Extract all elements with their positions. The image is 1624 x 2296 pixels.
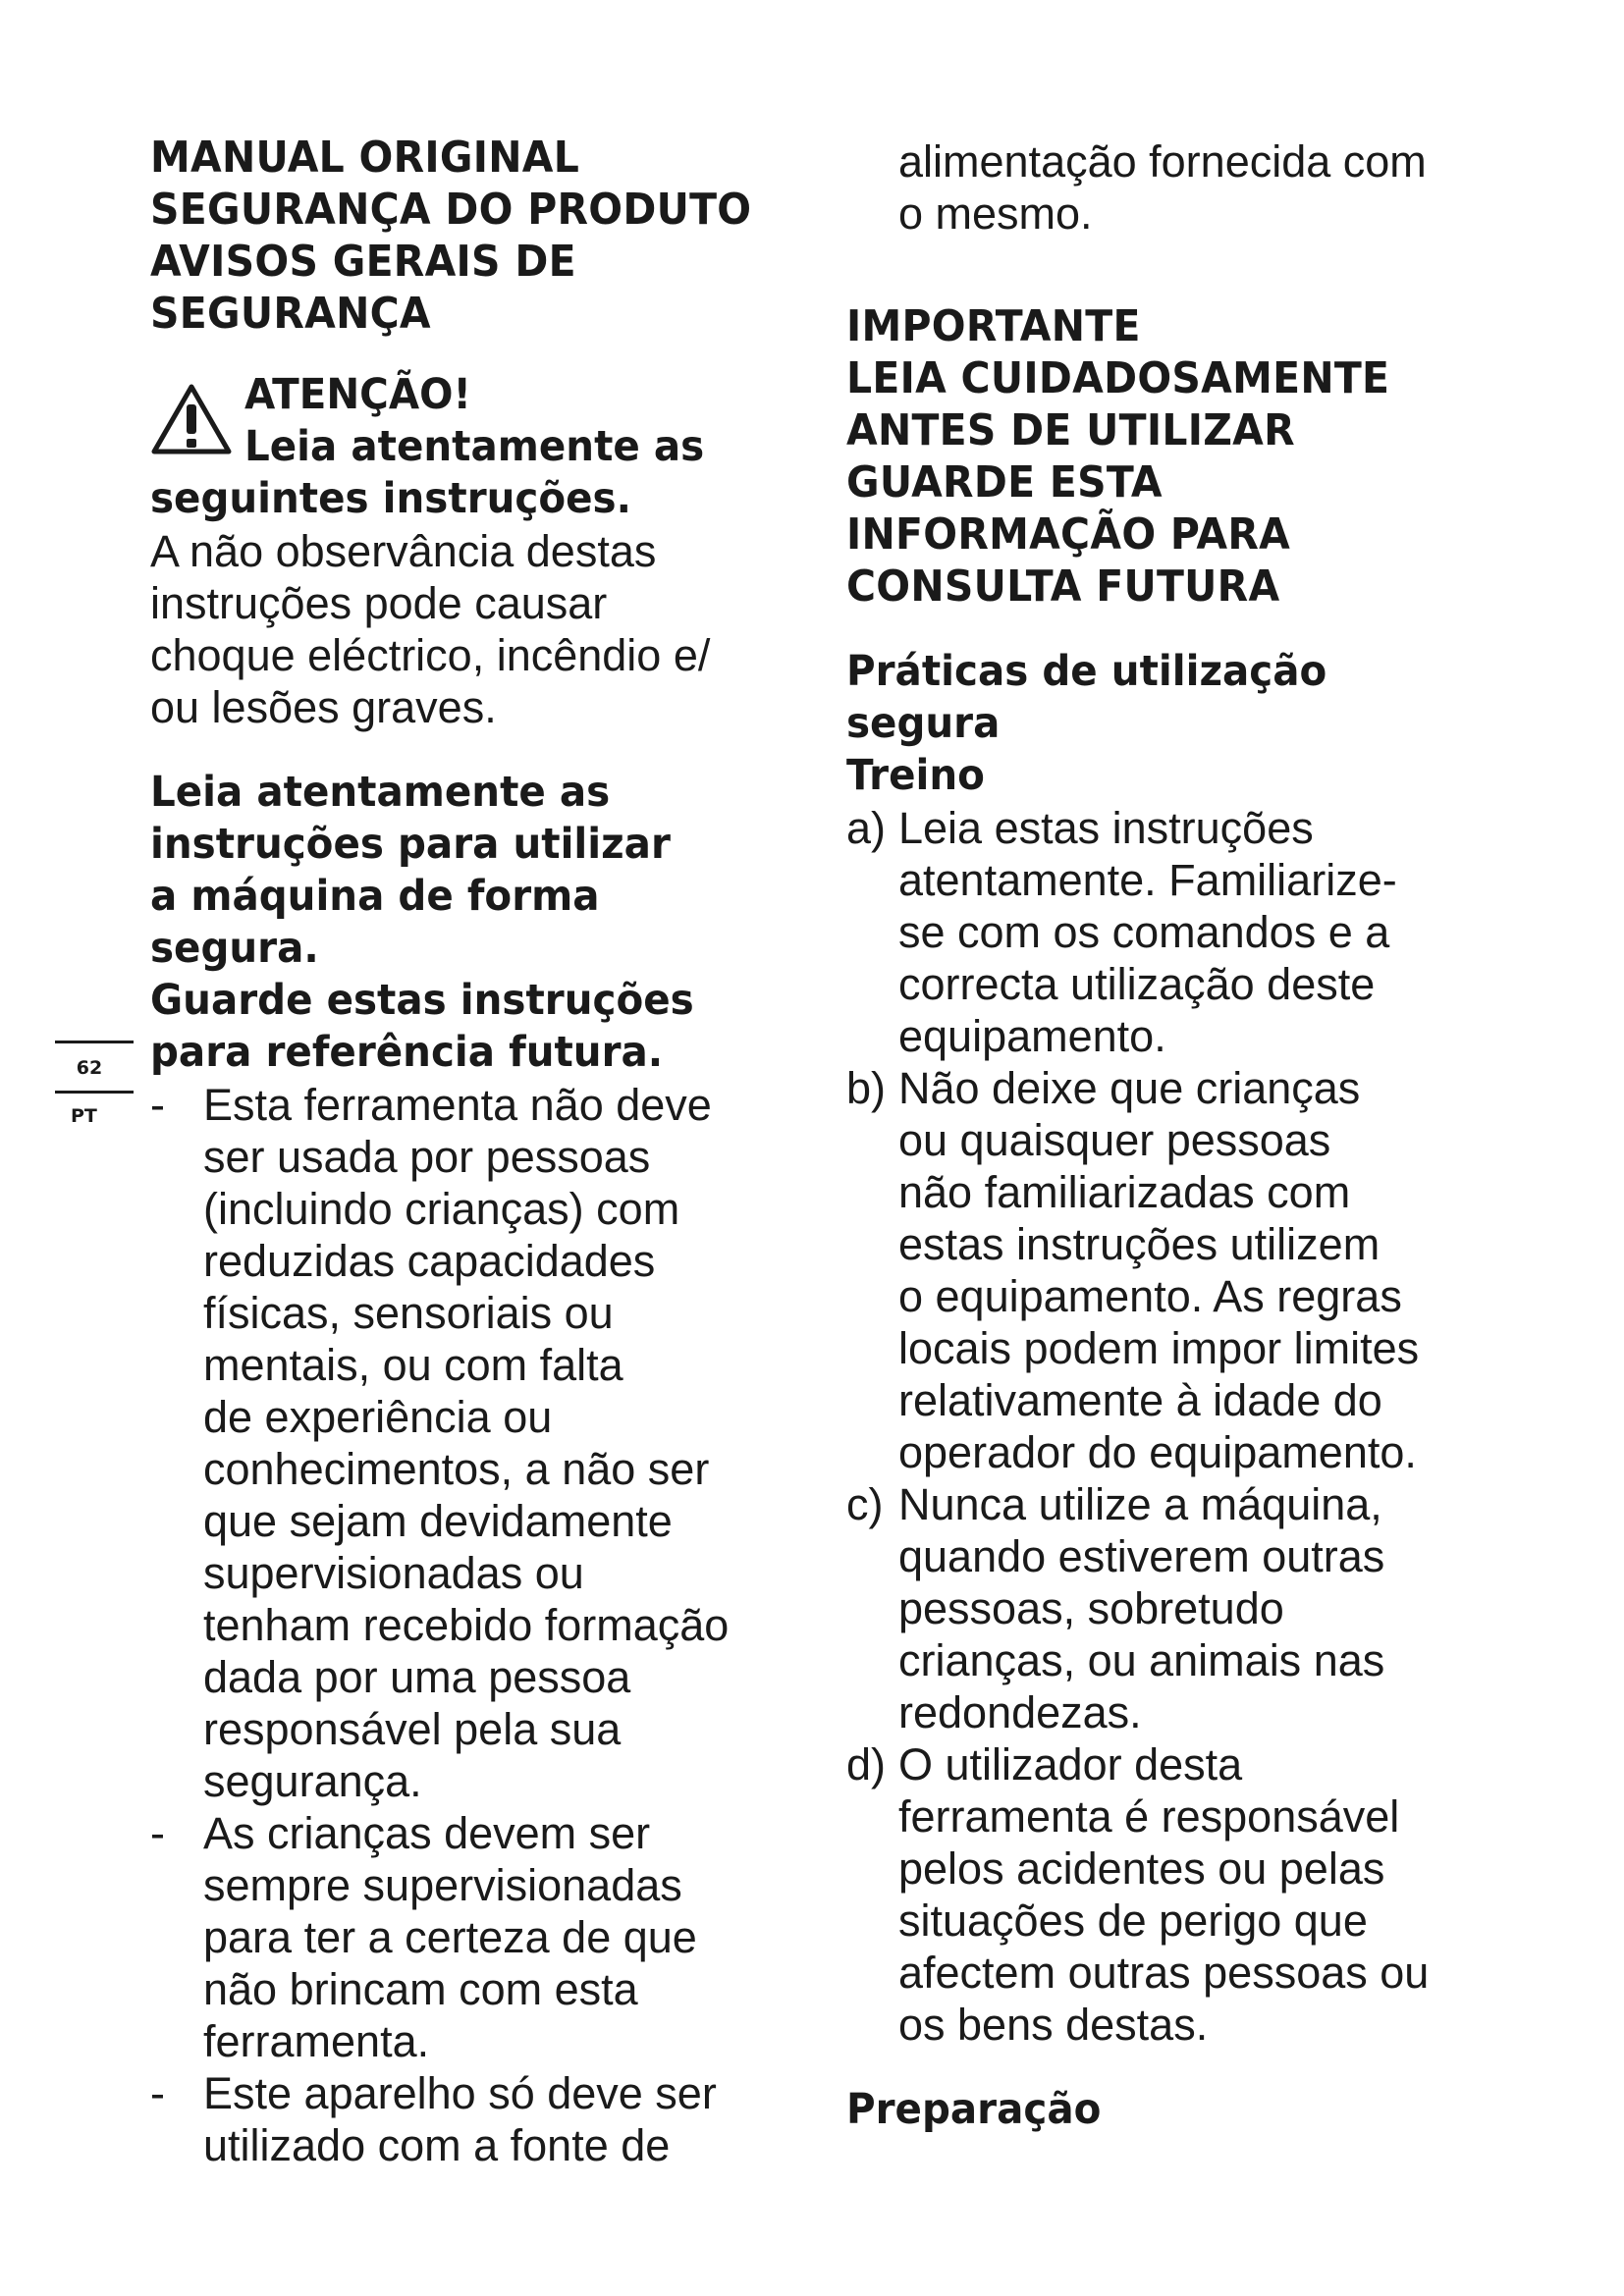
bold-line: Leia atentamente as [150, 768, 611, 817]
text-line: não familiarizadas com [898, 1167, 1351, 1217]
text-line: equipamento. [898, 1011, 1166, 1061]
main-heading [150, 132, 753, 340]
text-line: tenham recebido formação [203, 1600, 730, 1650]
text-line: instruções pode causar [150, 578, 608, 628]
item-marker: d) [846, 1739, 887, 1789]
text-line: ser usada por pessoas [203, 1132, 651, 1182]
text-line: correcta utilização deste [898, 959, 1376, 1009]
text-line: locais podem impor limites [898, 1323, 1420, 1373]
text-line: alimentação fornecida com [898, 136, 1427, 187]
text-line: ferramenta é responsável [898, 1791, 1400, 1842]
text-line: ou quaisquer pessoas [898, 1115, 1331, 1165]
bullet-marker: - [150, 2068, 165, 2118]
warning-block [150, 369, 798, 473]
bold-line: instruções para utilizar [150, 820, 671, 869]
text-line: As crianças devem ser [203, 1808, 651, 1858]
text-line: Leia estas instruções [898, 803, 1314, 853]
heading-line: LEIA CUIDADOSAMENTE [846, 353, 1390, 403]
heading-line: GUARDE ESTA [846, 457, 1163, 507]
text-line: mentais, ou com falta [203, 1340, 623, 1390]
heading-line: SEGURANÇA [150, 289, 431, 339]
bullet-list [150, 1079, 798, 2171]
text-line: se com os comandos e a [898, 907, 1390, 957]
text-line: ou lesões graves. [150, 682, 497, 732]
text-line: afectem outras pessoas ou [898, 1948, 1430, 1998]
text-line: Nunca utilize a máquina, [898, 1479, 1382, 1529]
text-line: relativamente à idade do [898, 1375, 1382, 1425]
bullet-marker: - [150, 1080, 165, 1130]
page-marker [55, 1041, 134, 1127]
text-line: O utilizador desta [898, 1739, 1243, 1789]
text-line: choque eléctrico, incêndio e/ [150, 630, 711, 680]
text-line: Não deixe que crianças [898, 1063, 1361, 1113]
section-title [846, 646, 1455, 750]
text-line: A não observância destas [150, 526, 657, 576]
text-line: (incluindo crianças) com [203, 1184, 680, 1234]
list-item [150, 1079, 798, 1807]
text-line: não brincam com esta [203, 1964, 638, 2014]
item-marker: c) [846, 1479, 884, 1529]
list-item [846, 1738, 1494, 2051]
text-line: redondezas. [898, 1687, 1142, 1737]
warning-line: Leia atentamente as [244, 422, 705, 471]
heading-line: CONSULTA FUTURA [846, 561, 1280, 612]
text-line: Este aparelho só deve ser [203, 2068, 717, 2118]
heading-line: AVISOS GERAIS DE [150, 237, 576, 287]
text-line: utilizado com a fonte de [203, 2120, 671, 2170]
list-item [846, 1062, 1494, 1478]
continuation-text [846, 135, 1494, 240]
list-item [846, 802, 1494, 1062]
read-instructions-block [150, 767, 759, 1079]
heading-line: ANTES DE UTILIZAR [846, 405, 1295, 455]
important-heading [846, 300, 1449, 613]
text-line: segurança. [203, 1756, 422, 1806]
text-line: ferramenta. [203, 2016, 430, 2066]
next-section-title: Preparação [846, 2085, 1102, 2134]
right-column [846, 135, 1494, 2136]
title-line: segura [846, 699, 1001, 748]
bold-line: Guarde estas instruções [150, 976, 694, 1025]
list-item [846, 1478, 1494, 1738]
text-line: reduzidas capacidades [203, 1236, 656, 1286]
text-line: o equipamento. As regras [898, 1271, 1402, 1321]
subsection-title: Treino [846, 751, 985, 800]
bold-line: a máquina de forma [150, 872, 600, 921]
text-line: físicas, sensoriais ou [203, 1288, 614, 1338]
heading-line: IMPORTANTE [846, 301, 1141, 351]
warning-body [150, 525, 798, 733]
rules-list [846, 802, 1494, 2051]
text-line: dada por uma pessoa [203, 1652, 631, 1702]
bullet-marker: - [150, 1808, 165, 1858]
item-marker: b) [846, 1063, 887, 1113]
list-item [150, 2067, 798, 2171]
list-item [150, 1807, 798, 2067]
language-code: PT [71, 1105, 97, 1127]
text-line: para ter a certeza de que [203, 1912, 697, 1962]
text-line: supervisionadas ou [203, 1548, 584, 1598]
text-line: crianças, ou animais nas [898, 1635, 1385, 1685]
text-line: os bens destas. [898, 2000, 1209, 2050]
title-line: Práticas de utilização [846, 647, 1327, 696]
warning-line: seguintes instruções. [150, 474, 631, 523]
heading-line: INFORMAÇÃO PARA [846, 509, 1291, 560]
heading-line: MANUAL ORIGINAL [150, 133, 580, 183]
text-line: responsável pela sua [203, 1704, 622, 1754]
text-line: pelos acidentes ou pelas [898, 1843, 1385, 1894]
text-line: sempre supervisionadas [203, 1860, 682, 1910]
text-line: o mesmo. [898, 188, 1093, 239]
text-line: conhecimentos, a não ser [203, 1444, 710, 1494]
bold-line: para referência futura. [150, 1028, 664, 1077]
bold-line: segura. [150, 924, 319, 973]
text-line: Esta ferramenta não deve [203, 1080, 712, 1130]
text-line: que sejam devidamente [203, 1496, 673, 1546]
text-line: quando estiverem outras [898, 1531, 1385, 1581]
text-line: atentamente. Familiarize- [898, 855, 1397, 905]
text-line: situações de perigo que [898, 1896, 1368, 1946]
warning-triangle-icon [150, 383, 233, 455]
item-marker: a) [846, 803, 887, 853]
text-line: pessoas, sobretudo [898, 1583, 1284, 1633]
page-number: 62 [76, 1057, 103, 1079]
text-line: operador do equipamento. [898, 1427, 1417, 1477]
warning-title: ATENÇÃO! [244, 370, 471, 419]
text-line: de experiência ou [203, 1392, 553, 1442]
text-line: estas instruções utilizem [898, 1219, 1380, 1269]
left-column [150, 132, 798, 2171]
heading-line: SEGURANÇA DO PRODUTO [150, 185, 752, 235]
